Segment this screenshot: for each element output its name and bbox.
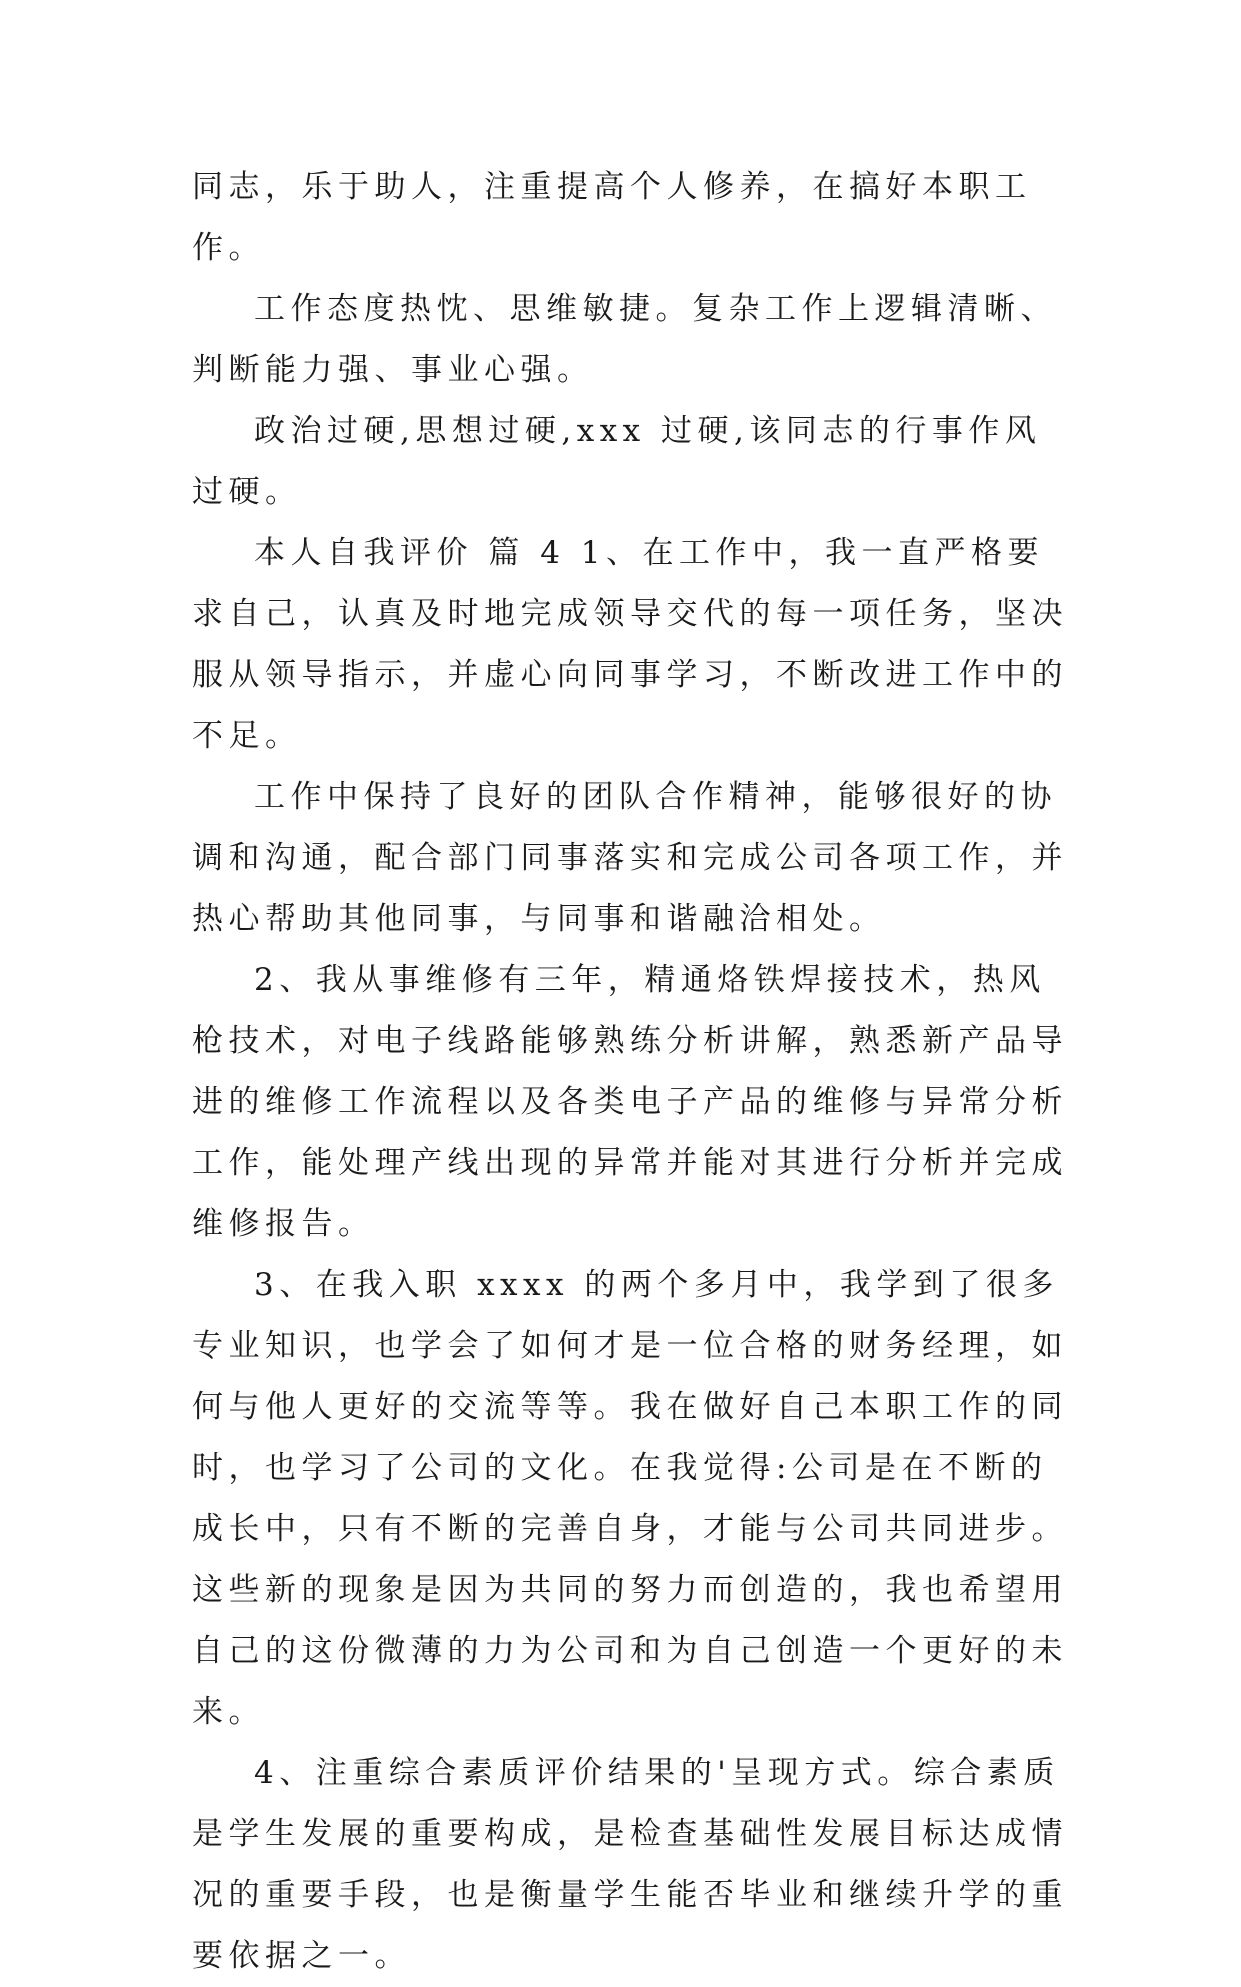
- paragraph-continuation: 同志，乐于助人，注重提高个人修养，在搞好本职工作。: [192, 169, 1032, 266]
- paragraph-item-3: 3、在我入职 xxxx 的两个多月中，我学到了很多专业知识，也学会了如何才是一位合格的财务经理，如何与他人更好的交流等等。我在做好自己本职工作的同时，也学习了公司的文化。在我觉得:公司是在不断的成长中，只有不断的完善自身，才能与公司共同进步。这些新的现象是因为共同的努力而创造的，我也希望用自己的这份微薄的力为公司和为自己创造一个更好的未来。: [192, 1267, 1068, 1730]
- paragraph-self-evaluation-4: 本人自我评价 篇 4 1、在工作中，我一直严格要求自己，认真及时地完成领导交代的每一项任务，坚决服从领导指示，并虚心向同事学习，不断改进工作中的不足。: [192, 535, 1068, 754]
- paragraph-teamwork: 工作中保持了良好的团队合作精神，能够很好的协调和沟通，配合部门同事落实和完成公司各项工作，并热心帮助其他同事，与同事和谐融洽相处。: [192, 779, 1068, 937]
- paragraph-political: 政治过硬,思想过硬,xxx 过硬,该同志的行事作风过硬。: [192, 413, 1042, 510]
- paragraph-item-2: 2、我从事维修有三年，精通烙铁焊接技术，热风枪技术，对电子线路能够熟练分析讲解，熟悉新产品导进的维修工作流程以及各类电子产品的维修与异常分析工作，能处理产线出现的异常并能对其进行分析并完成维修报告。: [192, 962, 1068, 1242]
- paragraph-item-4: 4、注重综合素质评价结果的'呈现方式。综合素质是学生发展的重要构成，是检查基础性发展目标达成情况的重要手段，也是衡量学生能否毕业和继续升学的重要依据之一。: [192, 1755, 1068, 1974]
- paragraph-work-attitude: 工作态度热忱、思维敏捷。复杂工作上逻辑清晰、判断能力强、事业心强。: [192, 291, 1057, 388]
- document-body: [192, 157, 1072, 1987]
